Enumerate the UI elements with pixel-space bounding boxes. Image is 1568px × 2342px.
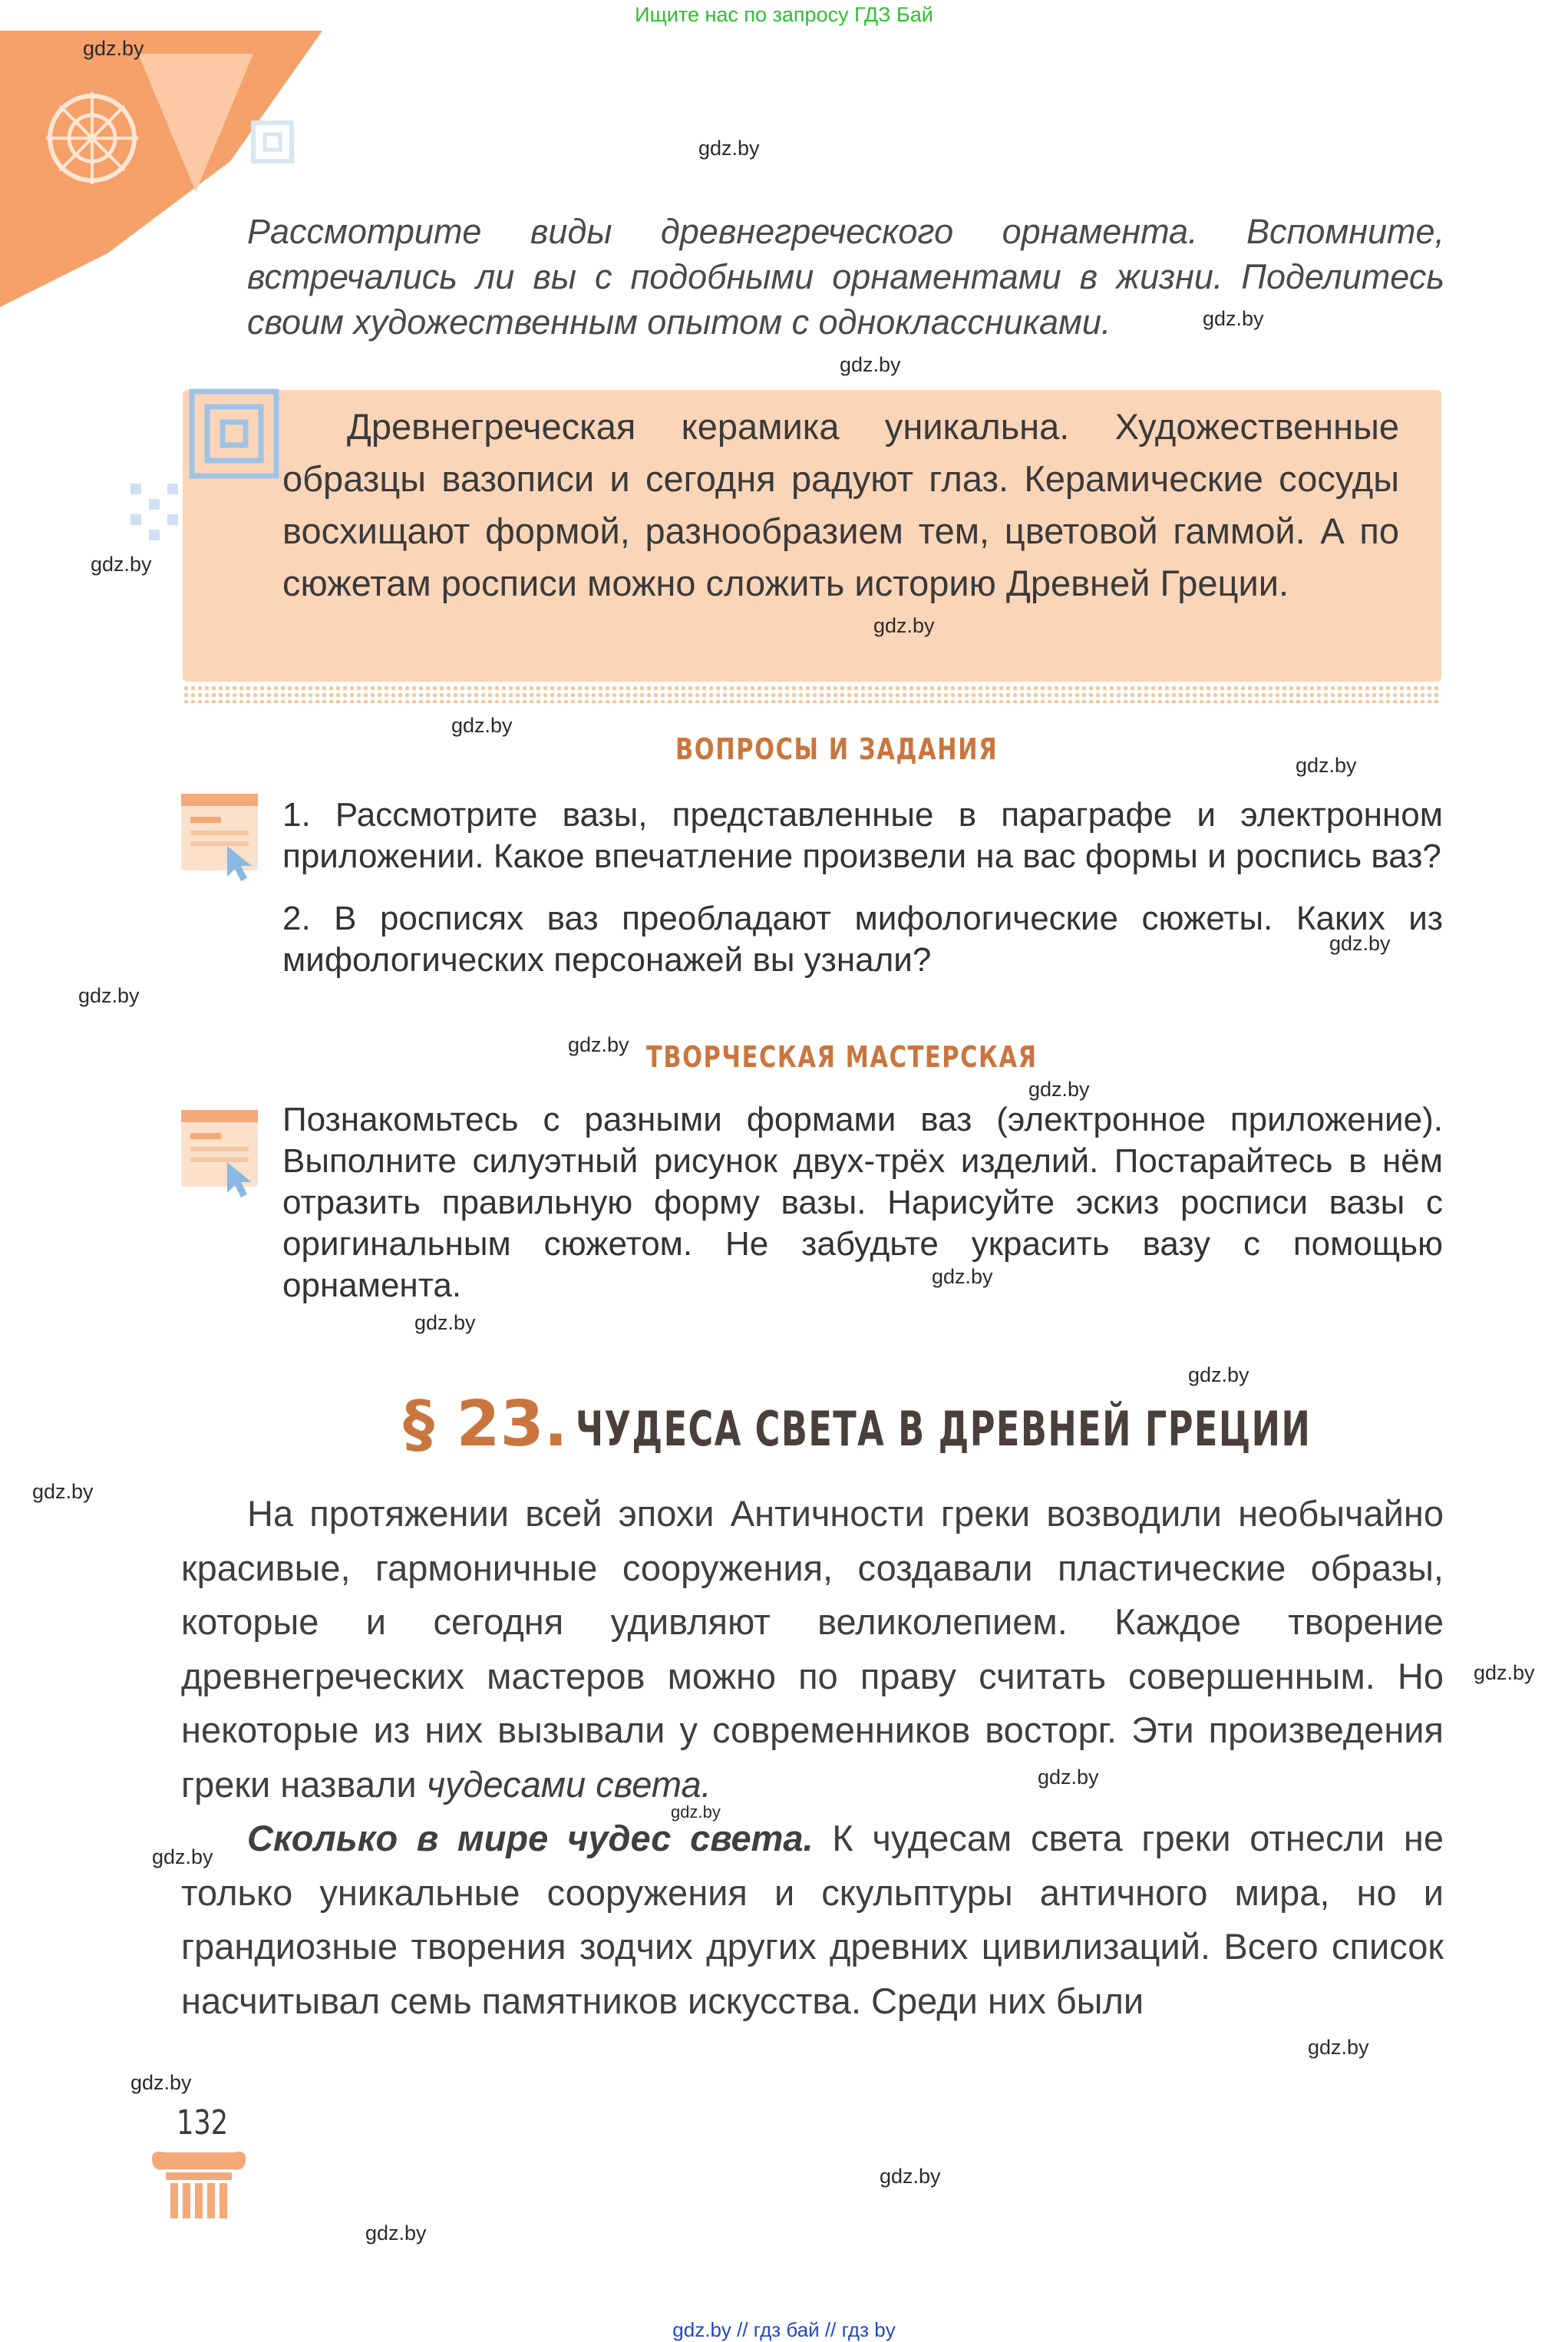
section-title bbox=[403, 1388, 1568, 1461]
watermark: gdz.by bbox=[1296, 754, 1357, 777]
watermark: gdz.by bbox=[78, 984, 140, 1007]
watermark: gdz.by bbox=[1028, 1078, 1090, 1101]
watermark: gdz.by bbox=[152, 1845, 213, 1868]
footer-links[interactable]: gdz.by // гдз бай // гдз by bbox=[672, 2318, 896, 2341]
body-paragraph-1: На протяжении всей эпохи Античности греки возводили необычайно красивые, гармоничные сооружения, создавали пластические образы, которые и сегодня удивляют великолепием. Каждое творение древнегреческих мастеров можно по праву считать совершенным. Но некоторые из них вызывали у современников восторг. Эти произведения греки назвали чудесами света. bbox=[181, 1493, 1444, 1805]
watermark: gdz.by bbox=[568, 1033, 629, 1056]
watermark: gdz.by bbox=[932, 1265, 993, 1288]
section-number: § 23. bbox=[403, 1388, 568, 1461]
watermark: gdz.by bbox=[1329, 932, 1391, 955]
watermark: gdz.by bbox=[414, 1311, 476, 1334]
watermark: gdz.by bbox=[83, 37, 144, 60]
watermark: gdz.by bbox=[1308, 2036, 1369, 2059]
watermark: gdz.by bbox=[32, 1480, 94, 1503]
watermark: gdz.by bbox=[451, 714, 513, 737]
watermark: gdz.by bbox=[91, 553, 152, 576]
body-text bbox=[181, 1487, 1444, 2028]
dotted-divider bbox=[183, 685, 1441, 703]
question-1: 1. Рассмотрите вазы, представленные в параграфе и электронном приложении. Какое впечатление произвели на вас формы и роспись ваз? bbox=[282, 796, 1443, 875]
questions-heading: ВОПРОСЫ И ЗАДАНИЯ bbox=[675, 732, 999, 766]
watermark: gdz.by bbox=[365, 2221, 427, 2245]
section-title-text: ЧУДЕСА СВЕТА В ДРЕВНЕЙ ГРЕЦИИ bbox=[575, 1401, 1312, 1457]
intro-text: Рассмотрите виды древнегреческого орнамента. Вспомните, встречались ли вы с подобными орнаментами в жизни. Поделитесь своим художественным опытом с одноклассниками. bbox=[247, 212, 1444, 342]
watermark: gdz.by bbox=[873, 614, 935, 637]
watermark: gdz.by bbox=[1038, 1766, 1099, 1789]
watermark: gdz.by bbox=[1188, 1363, 1249, 1386]
meander-icon bbox=[123, 384, 292, 568]
workshop-heading: ТВОРЧЕСКАЯ МАСТЕРСКАЯ bbox=[646, 1040, 1038, 1074]
body-paragraph-2: Сколько в мире чудес света. К чудесам света греки отнесли не только уникальные сооружения и скульптуры античного мира, но и грандиозные творения зодчих других древних цивилизаций. Всего список насчитывал семь памятников искусства. Среди них были bbox=[181, 1818, 1444, 2021]
question-2: 2. В росписях ваз преобладают мифологические сюжеты. Каких из мифологических персонажей вы узнали? bbox=[282, 900, 1443, 979]
watermark: gdz.by bbox=[1203, 307, 1264, 330]
e-app-icon bbox=[180, 792, 266, 883]
watermark: gdz.by bbox=[130, 2071, 192, 2094]
watermark: gdz.by bbox=[698, 137, 760, 160]
column-capital-icon bbox=[149, 2149, 249, 2220]
watermark: gdz.by bbox=[840, 353, 901, 376]
top-banner[interactable]: Ищите нас по запросу ГДЗ Бай bbox=[635, 3, 933, 26]
e-app-icon bbox=[180, 1108, 266, 1199]
wonders-term: чудесами света. bbox=[426, 1763, 711, 1805]
subheading-wonders-count: Сколько в мире чудес света. bbox=[247, 1818, 814, 1858]
watermark: gdz.by bbox=[880, 2165, 941, 2188]
watermark: gdz.by bbox=[1474, 1661, 1535, 1684]
watermark: gdz.by bbox=[671, 1802, 721, 1822]
callout-text: Древнегреческая керамика уникальна. Художественные образцы вазописи и сегодня радуют глаз. Керамические сосуды восхищают формой, разнообразием тем, цветовой гаммой. А по сюжетам росписи можно сложить историю Древней Греции. bbox=[282, 406, 1399, 603]
page-number: 132 bbox=[177, 2103, 229, 2142]
workshop-text: Познакомьтесь с разными формами ваз (электронное приложение). Выполните силуэтный рисунок двух-трёх изделий. Постарайтесь в нём отразить правильную форму вазы. Нарисуйте эскиз росписи вазы с оригинальным сюжетом. Не забудьте украсить вазу с помощью орнамента. bbox=[282, 1101, 1443, 1304]
